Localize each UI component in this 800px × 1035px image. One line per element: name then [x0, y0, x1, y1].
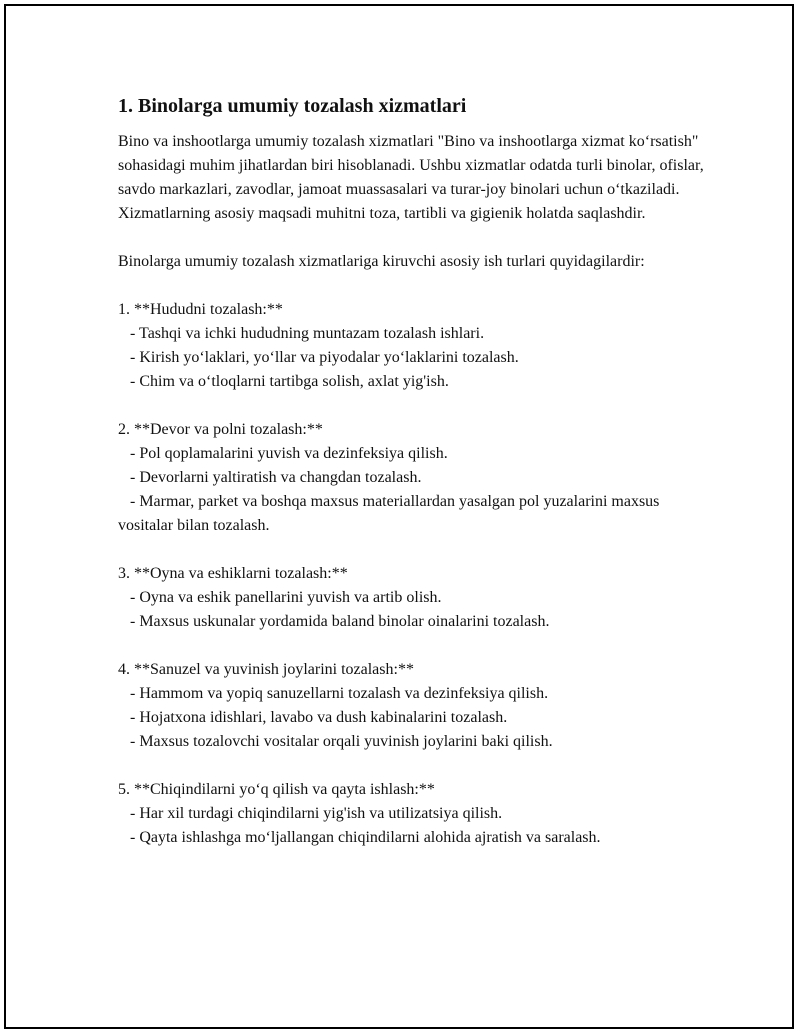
section-heading: 1. **Hududni tozalash:** — [118, 301, 283, 318]
list-item: - Maxsus uskunalar yordamida baland binolar oinalarini tozalash. — [130, 613, 550, 630]
section-sanuzel-tozalash — [118, 658, 708, 754]
section-heading: 4. **Sanuzel va yuvinish joylarini tozalash:** — [118, 661, 414, 678]
section-heading: 2. **Devor va polni tozalash:** — [118, 421, 323, 438]
list-item: - Har xil turdagi chiqindilarni yig'ish va utilizatsiya qilish. — [130, 805, 503, 822]
list-item: - Maxsus tozalovchi vositalar orqali yuvinish joylarini baki qilish. — [130, 733, 553, 750]
document-title: 1. Binolarga umumiy tozalash xizmatlari — [118, 95, 467, 117]
list-item: - Oyna va eshik panellarini yuvish va artib olish. — [130, 589, 442, 606]
section-hududni-tozalash — [118, 298, 708, 394]
document-body — [118, 94, 708, 874]
section-chiqindilarni-qayta-ishlash — [118, 778, 708, 850]
list-item: - Devorlarni yaltiratish va changdan tozalash. — [130, 469, 422, 486]
list-item: - Kirish yo‘laklari, yo‘llar va piyodalar yo‘laklarini tozalash. — [130, 349, 519, 366]
section-devor-va-polni-tozalash — [118, 418, 708, 538]
section-oyna-va-eshiklarni-tozalash — [118, 562, 708, 634]
list-item: - Tashqi va ichki hududning muntazam tozalash ishlari. — [130, 325, 485, 342]
list-item: - Chim va o‘tloqlarni tartibga solish, axlat yig'ish. — [130, 373, 449, 390]
list-item: - Hammom va yopiq sanuzellarni tozalash va dezinfeksiya qilish. — [130, 685, 549, 702]
list-item: - Pol qoplamalarini yuvish va dezinfeksiya qilish. — [130, 445, 448, 462]
intro-paragraph: Bino va inshootlarga umumiy tozalash xizmatlari "Bino va inshootlarga xizmat ko‘rsatish" sohasidagi muhim jihatlardan biri hisoblanadi. Ushbu xizmatlar odatda turli binolar, ofislar, savdo markazlari, zavodlar, jamoat muassasalari va turar-joy binolari uchun o‘tkaziladi. Xizmatlarning asosiy maqsadi muhitni toza, tartibli va gigienik holatda saqlashdir. — [118, 133, 704, 222]
list-item: - Qayta ishlashga mo‘ljallangan chiqindilarni alohida ajratish va saralash. — [130, 829, 601, 846]
section-heading: 3. **Oyna va eshiklarni tozalash:** — [118, 565, 348, 582]
section-heading: 5. **Chiqindilarni yo‘q qilish va qayta ishlash:** — [118, 781, 435, 798]
list-item: - Marmar, parket va boshqa maxsus materiallardan yasalgan pol yuzalarini maxsus vositalar bilan tozalash. — [118, 493, 660, 534]
lead-paragraph: Binolarga umumiy tozalash xizmatlariga kiruvchi asosiy ish turlari quyidagilardir: — [118, 253, 645, 270]
list-item: - Hojatxona idishlari, lavabo va dush kabinalarini tozalash. — [130, 709, 508, 726]
